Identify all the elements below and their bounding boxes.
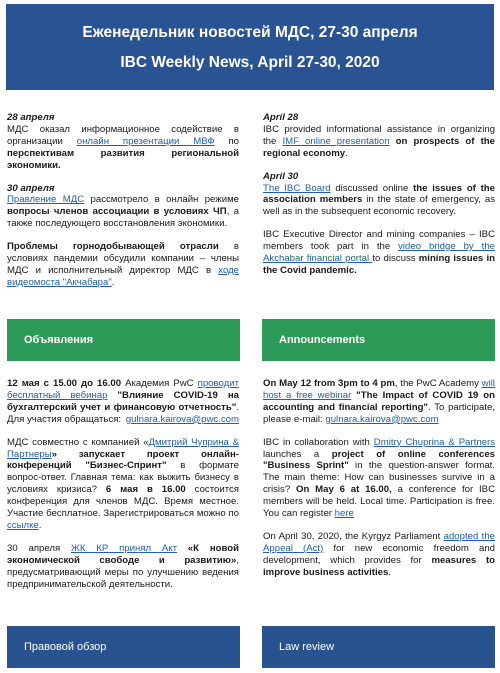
announcement-text: a conference for IBC members will be held. Local time. Participation is free. You can register xyxy=(263,484,495,520)
announcement-text: in the question-answer format. The main theme: How can businesses survive in a crisis? xyxy=(263,460,495,496)
chuprina-partners-link-en[interactable]: Dmitry Chuprina & Partners xyxy=(373,436,495,448)
news-item-ru-2 xyxy=(7,183,239,231)
news-column-en xyxy=(263,112,495,288)
board-link-en[interactable]: The IBC Board xyxy=(263,182,331,194)
news-item-ru-1 xyxy=(7,112,239,172)
announcement-bold-text: 6 мая в 16.00 xyxy=(105,484,186,496)
header-title-ru: Еженедельник новостей МДС, 27-30 апреля xyxy=(82,24,418,41)
header-title-en: IBC Weekly News, April 27-30, 2020 xyxy=(120,54,380,71)
imf-presentation-link-ru[interactable]: онлайн презентации МВФ xyxy=(76,135,215,147)
announcement-text: 30 апреля xyxy=(7,542,71,554)
news-text: , а также последующего восстановления экономики. xyxy=(7,206,239,230)
announcement-text: launches a xyxy=(263,448,332,460)
news-date: 30 апреля xyxy=(7,182,55,194)
announcement-text: в формате вопрос-ответ. Главная тема: как выжить бизнесу в условиях кризиса? xyxy=(7,460,240,496)
news-bold-text: mining issues in the Covid pandemic. xyxy=(263,253,495,276)
announcement-en-2 xyxy=(263,437,495,520)
pwc-webinar-link-ru[interactable]: проводит бесплатный вебинар xyxy=(7,378,239,401)
news-text: in the state of emergency, as well as in the subsequent economic recovery. xyxy=(263,194,495,218)
news-bold-text: Проблемы горнодобывающей отрасли xyxy=(7,241,219,253)
announcement-text: . xyxy=(38,519,42,531)
announcement-bold-text: 12 мая с 15.00 до 16.00 xyxy=(7,378,122,389)
announcement-bold-text: » запускает проект онлайн-конференций "Бизнес-Спринт" xyxy=(7,448,239,472)
news-date: April 28 xyxy=(263,112,299,123)
announcement-bold-text: On May 12 from 3pm to 4 pm xyxy=(263,378,395,389)
register-link-ru[interactable]: ссылке xyxy=(7,519,39,531)
announcement-ru-1 xyxy=(7,378,239,426)
news-bold-text: вопросы членов ассоциации в условиях ЧП xyxy=(7,206,227,218)
announcement-bold-text: "Влияние COVID-19 на бухгалтерский учет и финансовую отчетность" xyxy=(7,389,239,413)
announcement-text: . To participate, please e-mail: xyxy=(263,401,495,425)
law-review-banner-ru: Правовой обзор xyxy=(7,626,240,668)
news-text: рассмотрело в онлайн режиме xyxy=(84,194,239,206)
announcement-text: МДС совместно с компанией « xyxy=(7,436,149,448)
announcements-column-ru xyxy=(7,378,239,602)
pwc-webinar-link-en[interactable]: will host a free webinar xyxy=(263,378,495,401)
news-item-en-2 xyxy=(263,171,495,219)
news-text: IBC provided informational assistance in organizing the xyxy=(263,123,495,147)
pwc-email-link-en[interactable]: gulnara.kairova@pwc.com xyxy=(325,413,439,425)
news-bold-text: on xyxy=(389,135,414,147)
news-date: 28 апреля xyxy=(7,112,55,123)
news-item-en-1 xyxy=(263,112,495,160)
board-link-ru[interactable]: Правление МДС xyxy=(7,194,85,206)
pwc-email-link-ru[interactable]: gulnara.kairova@pwc.com xyxy=(125,413,239,425)
announcement-text: . xyxy=(388,566,391,578)
parliament-act-link-ru[interactable]: ЖК КР принял Акт xyxy=(71,542,177,554)
news-text: to discuss xyxy=(372,253,419,265)
announcement-text: , the PwC Academy xyxy=(394,378,482,389)
news-column-ru xyxy=(7,112,239,300)
news-text: по xyxy=(214,135,239,147)
announcement-bold-text: measures to improve business activities xyxy=(263,554,496,578)
announcement-ru-2 xyxy=(7,437,239,532)
announcement-bold-text: On May 6 at 16.00, xyxy=(296,484,392,496)
akchabar-video-link-ru[interactable]: ходе видеомоста "Акчабара" xyxy=(7,264,239,288)
announcement-text: for new economic freedom and development, which provides for xyxy=(263,542,495,566)
news-bold-text: перспективам развития региональной экономики. xyxy=(7,147,239,171)
register-link-en[interactable]: here xyxy=(334,508,354,520)
announcement-ru-3 xyxy=(7,543,239,591)
announcement-en-1 xyxy=(263,378,495,426)
announcement-bold-text: «К новой экономической свободе и развитию» xyxy=(7,542,239,566)
announcements-banner-ru: Объявления xyxy=(7,319,240,361)
announcement-en-3 xyxy=(263,531,495,579)
news-item-ru-3 xyxy=(7,241,239,289)
announcements-banner-en: Announcements xyxy=(262,319,495,361)
announcement-text: , предусматривающий меры по улучшению ведения предпринимательской деятельности. xyxy=(7,554,239,590)
law-review-banner-en: Law review xyxy=(262,626,495,668)
news-text: МДС оказал информационное содействие в организации xyxy=(7,123,239,147)
news-item-en-3 xyxy=(263,229,495,277)
news-text: discussed online xyxy=(330,182,414,194)
chuprina-partners-link-ru[interactable]: Дмитрий Чуприна & Партнеры xyxy=(7,436,239,460)
announcement-text: On April 30, 2020, the Kyrgyz Parliament xyxy=(263,530,444,542)
news-text: в условиях пандемии обсудили компании – члены МДС и исполнительный директор МДС в xyxy=(7,241,240,276)
news-text: . xyxy=(345,147,348,159)
news-text: . xyxy=(111,276,115,288)
announcement-text: Академия PwC xyxy=(121,378,198,389)
announcements-column-en xyxy=(263,378,495,590)
announcement-text: . Для участия обращаться: xyxy=(7,401,239,425)
announcement-bold-text: "The Impact of COVID 19 on accounting and financial reporting" xyxy=(263,389,495,413)
news-bold-text: the issues of the association members xyxy=(263,182,496,206)
news-text: IBC Executive Director and mining companies – IBC members took part in the xyxy=(263,229,495,253)
news-date: April 30 xyxy=(263,170,299,182)
parliament-act-link-en[interactable]: adopted the Appeal (Act) xyxy=(263,530,495,554)
akchabar-video-link-en[interactable]: video bridge by the Akchabar financial portal xyxy=(263,241,495,265)
imf-presentation-link-en[interactable]: IMF online presentation xyxy=(282,135,390,147)
announcement-text: состоится конференция для членов МДС. Время местное. Участие бесплатное. Зарегистрироваться можно по xyxy=(7,484,239,520)
newsletter-header xyxy=(6,4,494,90)
announcement-text: IBC in collaboration with xyxy=(263,436,374,448)
news-bold-text: prospects of the regional economy xyxy=(263,135,495,159)
announcement-bold-text: project of online conferences "Business Sprint" xyxy=(263,448,495,472)
